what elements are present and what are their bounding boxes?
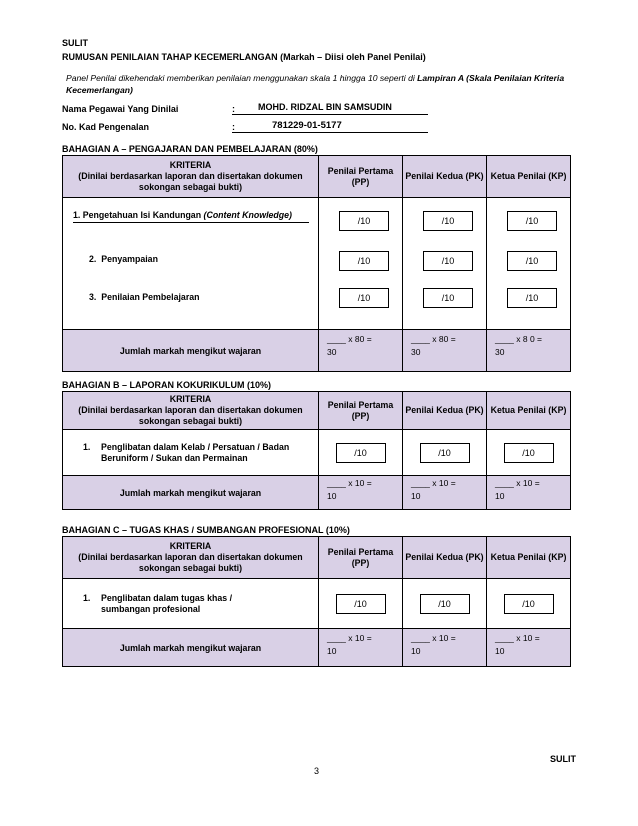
divisor-b-pk: 10 (411, 491, 421, 501)
item-a2-text: Penyampaian (101, 254, 158, 264)
score-box-a3-kp[interactable]: /10 (507, 288, 557, 308)
section-b-sum-label: Jumlah markah mengikut wajaran (63, 476, 319, 510)
section-c-header-row (63, 537, 571, 579)
item-a1 (73, 210, 309, 223)
section-c-sum-label: Jumlah markah mengikut wajaran (63, 629, 319, 667)
kp-scores-a (487, 198, 571, 330)
ic-colon: : (232, 122, 235, 132)
pp-header-b: Penilai Pertama (PP) (319, 392, 403, 430)
item-a1-text: Pengetahuan Isi Kandungan (82, 210, 204, 220)
score-box-c1-kp[interactable]: /10 (504, 594, 554, 614)
criteria-c-h3: sokongan sebagai bukti) (138, 563, 243, 573)
pp-score-c (319, 579, 403, 629)
classification-top: SULIT (62, 38, 88, 48)
section-b-sum-pk (403, 476, 487, 510)
section-b-sum-pp (319, 476, 403, 510)
divisor-a-pp: 30 (327, 347, 337, 357)
pp-header-c: Penilai Pertama (PP) (319, 537, 403, 579)
section-b-sum-row (63, 476, 571, 510)
pk-scores-a (403, 198, 487, 330)
section-a-sum-pp (319, 330, 403, 372)
section-c-items-row (63, 579, 571, 629)
section-a-sum-row (63, 330, 571, 372)
item-a1-no: 1. (73, 210, 81, 220)
section-a-title: BAHAGIAN A – PENGAJARAN DAN PEMBELAJARAN (80%) (62, 144, 318, 154)
section-b-title: BAHAGIAN B – LAPORAN KOKURIKULUM (10%) (62, 380, 272, 390)
formula-c-pp: ____ x 10 = (327, 633, 372, 643)
kp-header-c: Ketua Penilai (KP) (487, 537, 571, 579)
name-underline (232, 114, 428, 115)
formula-c-pk: ____ x 10 = (411, 633, 456, 643)
score-box-b1-kp[interactable]: /10 (504, 443, 554, 463)
criteria-c-h2: (Dinilai berdasarkan laporan dan disertakan dokumen (78, 552, 303, 562)
section-c-sum-pk (403, 629, 487, 667)
name-label: Nama Pegawai Yang Dinilai (62, 104, 179, 114)
pk-header-c: Penilai Kedua (PK) (403, 537, 487, 579)
instruction-pre: Panel Penilai dikehendaki memberikan penilaian menggunakan skala 1 hingga 10 seperti di (66, 73, 418, 83)
criteria-header (63, 156, 319, 198)
score-box-c1-pk[interactable]: /10 (420, 594, 470, 614)
pk-header: Penilai Kedua (PK) (403, 156, 487, 198)
item-b1-text: Penglibatan dalam Kelab / Persatuan / Badan Beruniform / Sukan dan Permainan (101, 441, 290, 463)
score-box-a3-pk[interactable]: /10 (423, 288, 473, 308)
score-box-a1-pk[interactable]: /10 (423, 211, 473, 231)
kp-header: Ketua Penilai (KP) (487, 156, 571, 198)
criteria-c-h1: KRITERIA (169, 541, 212, 551)
section-c-sum-pp (319, 629, 403, 667)
item-c1 (63, 593, 318, 615)
section-c-sum-row (63, 629, 571, 667)
divisor-b-kp: 10 (495, 491, 505, 501)
score-box-a1-kp[interactable]: /10 (507, 211, 557, 231)
item-b1-no: 1. (83, 441, 91, 452)
score-box-a1-pp[interactable]: /10 (339, 211, 389, 231)
section-a-sum-pk (403, 330, 487, 372)
item-a2 (89, 254, 158, 265)
item-a3-text: Penilaian Pembelajaran (101, 292, 200, 302)
divisor-a-pk: 30 (411, 347, 421, 357)
formula-a-pk: ____ x 80 = (411, 334, 456, 344)
section-b-table (62, 391, 571, 510)
score-box-a2-pk[interactable]: /10 (423, 251, 473, 271)
pp-score-b (319, 430, 403, 476)
criteria-header-c (63, 537, 319, 579)
pp-header: Penilai Pertama (PP) (319, 156, 403, 198)
section-a-items-row (63, 198, 571, 330)
criteria-b-h3: sokongan sebagai bukti) (138, 416, 243, 426)
pk-score-c (403, 579, 487, 629)
item-c1-no: 1. (83, 592, 91, 603)
pk-score-b (403, 430, 487, 476)
ic-label: No. Kad Pengenalan (62, 122, 150, 132)
score-box-b1-pk[interactable]: /10 (420, 443, 470, 463)
name-colon: : (232, 104, 235, 114)
section-a-sum-kp (487, 330, 571, 372)
divisor-c-kp: 10 (495, 646, 505, 656)
section-c-table (62, 536, 571, 667)
name-value: MOHD. RIDZAL BIN SAMSUDIN (258, 102, 392, 112)
criteria-h3: sokongan sebagai bukti) (138, 182, 243, 192)
criteria-b-h1: KRITERIA (169, 394, 212, 404)
ic-underline (232, 132, 428, 133)
item-b1 (63, 442, 318, 464)
section-c-sum-kp (487, 629, 571, 667)
section-a-items (63, 198, 319, 330)
section-b-sum-kp (487, 476, 571, 510)
score-box-a2-pp[interactable]: /10 (339, 251, 389, 271)
section-b-items-row (63, 430, 571, 476)
section-a-header-row (63, 156, 571, 198)
section-c-title: BAHAGIAN C – TUGAS KHAS / SUMBANGAN PROFESIONAL (10%) (62, 525, 350, 535)
criteria-h1: KRITERIA (169, 160, 212, 170)
kp-score-b (487, 430, 571, 476)
item-a3 (89, 292, 200, 303)
formula-b-pp: ____ x 10 = (327, 478, 372, 488)
classification-bottom: SULIT (550, 754, 576, 764)
form-title: RUMUSAN PENILAIAN TAHAP KECEMERLANGAN (Markah – Diisi oleh Panel Penilai) (62, 52, 426, 62)
item-a3-no: 3. (89, 292, 97, 302)
section-b-items (63, 430, 319, 476)
divisor-b-pp: 10 (327, 491, 337, 501)
divisor-a-kp: 30 (495, 347, 505, 357)
pp-scores-a (319, 198, 403, 330)
instruction-bold: Lampiran A (Skala Penilaian Kriteria Kecemerlangan) (66, 73, 565, 95)
formula-b-pk: ____ x 10 = (411, 478, 456, 488)
item-c1-text: Penglibatan dalam tugas khas / sumbangan profesional (101, 592, 233, 614)
score-box-a3-pp[interactable]: /10 (339, 288, 389, 308)
criteria-h2: (Dinilai berdasarkan laporan dan disertakan dokumen (78, 171, 303, 181)
section-a-table (62, 155, 571, 372)
section-c-items (63, 579, 319, 629)
divisor-c-pk: 10 (411, 646, 421, 656)
score-box-b1-pp[interactable]: /10 (336, 443, 386, 463)
formula-b-kp: ____ x 10 = (495, 478, 540, 488)
score-box-c1-pp[interactable]: /10 (336, 594, 386, 614)
item-a2-no: 2. (89, 254, 97, 264)
kp-score-c (487, 579, 571, 629)
kp-header-b: Ketua Penilai (KP) (487, 392, 571, 430)
formula-c-kp: ____ x 10 = (495, 633, 540, 643)
formula-a-pp: ____ x 80 = (327, 334, 372, 344)
ic-value: 781229-01-5177 (272, 120, 342, 131)
criteria-b-h2: (Dinilai berdasarkan laporan dan disertakan dokumen (78, 405, 303, 415)
section-a-sum-label: Jumlah markah mengikut wajaran (63, 330, 319, 372)
instruction-text (66, 72, 586, 96)
score-box-a2-kp[interactable]: /10 (507, 251, 557, 271)
divisor-c-pp: 10 (327, 646, 337, 656)
formula-a-kp: ____ x 8 0 = (495, 334, 543, 344)
pk-header-b: Penilai Kedua (PK) (403, 392, 487, 430)
page-number: 3 (314, 766, 320, 776)
section-b-header-row (63, 392, 571, 430)
item-a1-italic: (Content Knowledge) (203, 210, 292, 220)
criteria-header-b (63, 392, 319, 430)
